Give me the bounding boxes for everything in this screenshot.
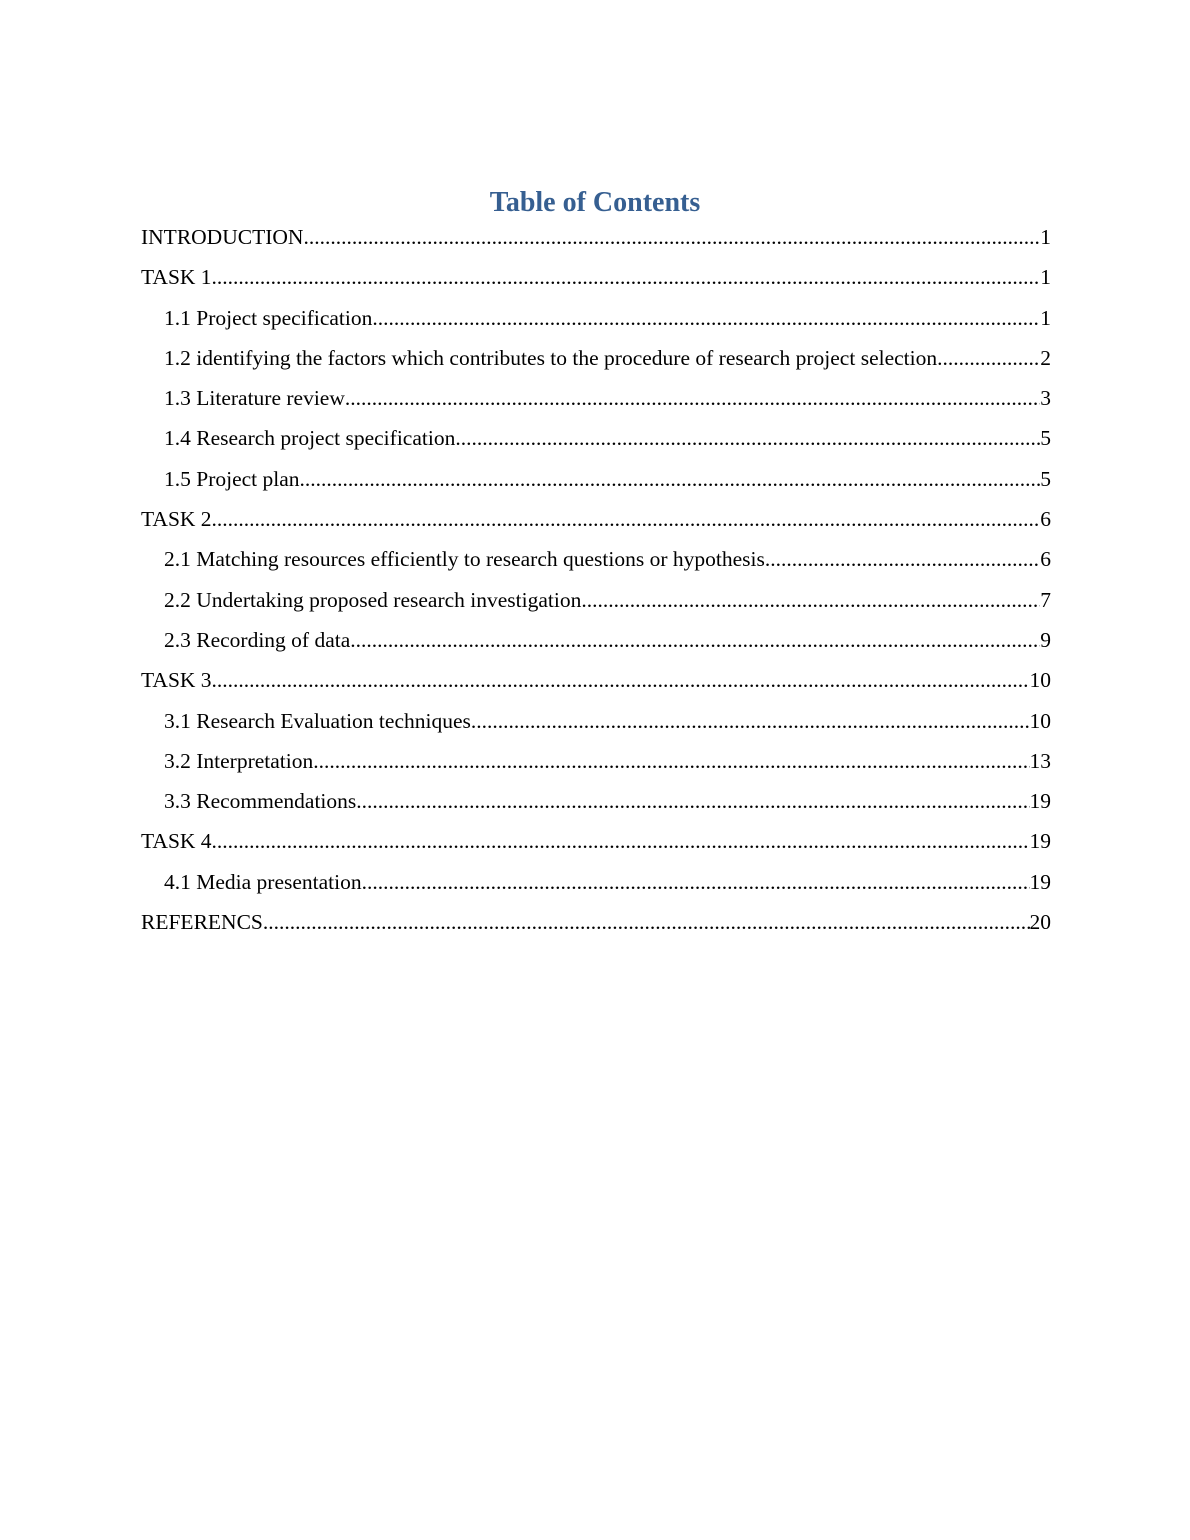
toc-entry-text: 1.1 Project specification — [164, 305, 373, 330]
toc-entry-text: 3.2 Interpretation — [164, 748, 314, 773]
toc-page-number: 3 — [1040, 386, 1051, 411]
toc-dot-leader — [303, 218, 1040, 256]
toc-page-number: 5 — [1040, 466, 1051, 491]
toc-entry[interactable] — [141, 218, 1051, 258]
toc-entry-text: INTRODUCTION — [141, 225, 304, 249]
toc-page-number: 1 — [1040, 225, 1051, 249]
toc-entry[interactable] — [141, 863, 1051, 903]
toc-entry[interactable] — [141, 500, 1051, 540]
toc-title: Table of Contents — [489, 187, 701, 218]
toc-entry[interactable] — [141, 702, 1051, 742]
toc-page-number: 1 — [1040, 305, 1051, 330]
toc-page-number: 20 — [1029, 910, 1051, 935]
toc-dot-leader — [362, 863, 1030, 901]
toc-entry[interactable] — [141, 419, 1051, 459]
toc-dot-leader — [212, 500, 1041, 538]
toc-entry-link[interactable] — [164, 419, 1051, 457]
toc-page-number: 10 — [1029, 708, 1051, 733]
toc-entry-link[interactable] — [164, 339, 1051, 377]
toc-entry[interactable] — [141, 621, 1051, 661]
toc-entry[interactable] — [141, 258, 1051, 298]
toc-entry[interactable] — [141, 299, 1051, 339]
toc-entry-text: 2.3 Recording of data — [164, 627, 351, 652]
toc-dot-leader — [581, 581, 1040, 619]
toc-entry[interactable] — [141, 540, 1051, 580]
toc-entry-text: REFERENCS — [141, 910, 263, 935]
toc-entry[interactable] — [141, 460, 1051, 500]
toc-entry-text: 3.3 Recommendations — [164, 789, 357, 814]
toc-entry[interactable] — [141, 379, 1051, 419]
toc-entry-link[interactable] — [141, 258, 1051, 296]
toc-dot-leader — [263, 903, 1030, 941]
toc-entry-text: 2.2 Undertaking proposed research investigation — [164, 587, 582, 612]
toc-dot-leader — [345, 379, 1040, 417]
toc-page-number: 13 — [1029, 748, 1051, 773]
toc-entry-text: 4.1 Media presentation — [164, 869, 362, 894]
toc-entry-text: 1.4 Research project specification — [164, 426, 456, 451]
toc-dot-leader — [212, 822, 1030, 860]
toc-entry-link[interactable] — [164, 581, 1051, 619]
toc-entry[interactable] — [141, 903, 1051, 943]
toc-entry-text: TASK 1 — [141, 265, 212, 290]
toc-dot-leader — [212, 661, 1030, 699]
toc-dot-leader — [350, 621, 1040, 659]
toc-entry-text: 2.1 Matching resources efficiently to research questions or hypothesis — [164, 547, 765, 572]
toc-page-number: 19 — [1029, 829, 1051, 854]
toc-entry-link[interactable] — [164, 863, 1051, 901]
toc-dot-leader — [937, 339, 1040, 377]
toc-entry-link[interactable] — [164, 702, 1051, 740]
toc-page-number: 6 — [1040, 547, 1051, 572]
toc-page-number: 19 — [1029, 789, 1051, 814]
toc-entry[interactable] — [141, 661, 1051, 701]
toc-entry-text: TASK 2 — [141, 507, 212, 532]
toc-entry-text: 1.5 Project plan — [164, 466, 300, 491]
toc-entry-text: TASK 4 — [141, 829, 212, 854]
toc-entry-link[interactable] — [141, 822, 1051, 860]
toc-page-number: 6 — [1040, 507, 1051, 532]
toc-entry[interactable] — [141, 782, 1051, 822]
toc-entry-link[interactable] — [164, 379, 1051, 417]
toc-dot-leader — [471, 702, 1030, 740]
toc-page-number: 1 — [1040, 265, 1051, 290]
toc-entry-link[interactable] — [164, 540, 1051, 578]
toc-dot-leader — [765, 540, 1040, 578]
toc-entry-text: 1.3 Literature review — [164, 386, 345, 411]
toc-entry-text: TASK 3 — [141, 668, 212, 693]
toc-entry-text: 1.2 identifying the factors which contributes to the procedure of research project selection — [164, 345, 938, 370]
toc-dot-leader — [356, 782, 1029, 820]
toc-dot-leader — [300, 460, 1041, 498]
toc-page-number: 19 — [1029, 869, 1051, 894]
toc-list — [141, 218, 1051, 943]
toc-page-number: 9 — [1040, 627, 1051, 652]
toc-entry-link[interactable] — [164, 299, 1051, 337]
toc-dot-leader — [455, 419, 1040, 457]
toc-entry-link[interactable] — [141, 500, 1051, 538]
toc-page-number: 5 — [1040, 426, 1051, 451]
toc-page-number: 7 — [1040, 587, 1051, 612]
toc-entry-link[interactable] — [164, 460, 1051, 498]
toc-entry-link[interactable] — [164, 742, 1051, 780]
toc-entry-text: 3.1 Research Evaluation techniques — [164, 708, 471, 733]
toc-entry[interactable] — [141, 822, 1051, 862]
toc-entry[interactable] — [141, 339, 1051, 379]
toc-dot-leader — [372, 299, 1040, 337]
toc-entry-link[interactable] — [141, 218, 1051, 256]
toc-entry-link[interactable] — [164, 782, 1051, 820]
toc-page-number: 10 — [1029, 668, 1051, 693]
toc-page-number: 2 — [1040, 345, 1051, 370]
toc-entry[interactable] — [141, 742, 1051, 782]
toc-dot-leader — [212, 258, 1041, 296]
toc-dot-leader — [313, 742, 1029, 780]
toc-entry-link[interactable] — [141, 903, 1051, 941]
toc-entry-link[interactable] — [141, 661, 1051, 699]
toc-entry[interactable] — [141, 581, 1051, 621]
toc-entry-link[interactable] — [164, 621, 1051, 659]
